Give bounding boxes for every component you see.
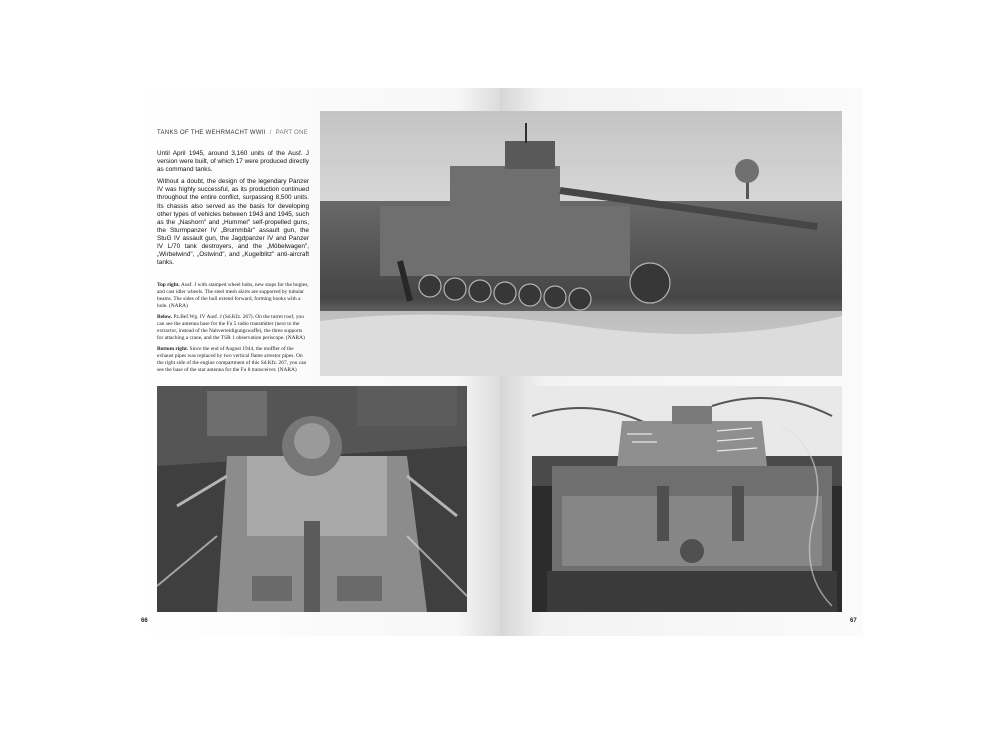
photo-turret-roof xyxy=(157,386,467,612)
caption-text: Since the end of August 1944, the muffler of the exhaust pipes was replaced by two vertical flame arrestor pipes. On the right side of the engine compartment of this Sd.Kfz. 267, you can see the base of the star antenna for the Fu 8 transceiver. (NARA) xyxy=(157,346,307,373)
caption-text: Pz.Bef.Wg. IV Ausf. J (Sd.Kfz. 267). On the turret roof, you can see the antenna base for the Fu 5 radio transmitter (next to the extractor, instead of the Nahverteidigungswaffe), the three supports for attaching a crane, and the TSR 1 observation periscope. (NARA) xyxy=(157,314,305,341)
caption-below xyxy=(157,314,309,342)
body-text xyxy=(157,150,309,271)
header-title: TANKS OF THE WEHRMACHT WWII xyxy=(157,130,266,136)
caption-top-right xyxy=(157,282,309,310)
caption-text: Ausf. J with stamped wheel hubs, new stops for the bogies, and cast idler wheels. The steel mesh skirts are supported by tubular beams. The sides of the hull extend forward, forming hooks with a hole. (NARA) xyxy=(157,282,309,309)
header-part: PART ONE xyxy=(275,130,309,136)
photo-tank-rear-markings xyxy=(532,386,842,612)
running-header xyxy=(157,130,308,136)
body-paragraph-2: Without a doubt, the design of the legendary Panzer IV was highly successful, as its production continued throughout the entire conflict, surpassing 8,500 units. Its chassis also served as the basis for developing other types of vehicles between 1943 and 1945, such as the „Nashorn" and „Hummel" self-propelled guns, the Sturmpanzer IV „Brummbär" assault gun, the StuG IV assault gun, the Jagdpanzer IV and Panzer IV L/70 tank destroyers, and the „Möbelwagen", „Wirbelwind", „Ostwind", and „Kugelblitz" anti-aircraft tanks. xyxy=(157,178,309,267)
caption-lead: Below. xyxy=(157,314,173,320)
photo-tank-in-field xyxy=(320,111,842,376)
caption-lead: Top right. xyxy=(157,282,180,288)
book-spread xyxy=(137,88,863,636)
page-number-right: 67 xyxy=(850,618,857,624)
caption-lead: Bottom right. xyxy=(157,346,189,352)
captions xyxy=(157,282,309,378)
caption-bottom-right xyxy=(157,346,309,374)
page-number-left: 66 xyxy=(141,618,148,624)
body-paragraph-1: Until April 1945, around 3,160 units of the Ausf. J version were built, of which 17 were produced directly as command tanks. xyxy=(157,150,309,174)
header-separator: / xyxy=(269,130,272,136)
